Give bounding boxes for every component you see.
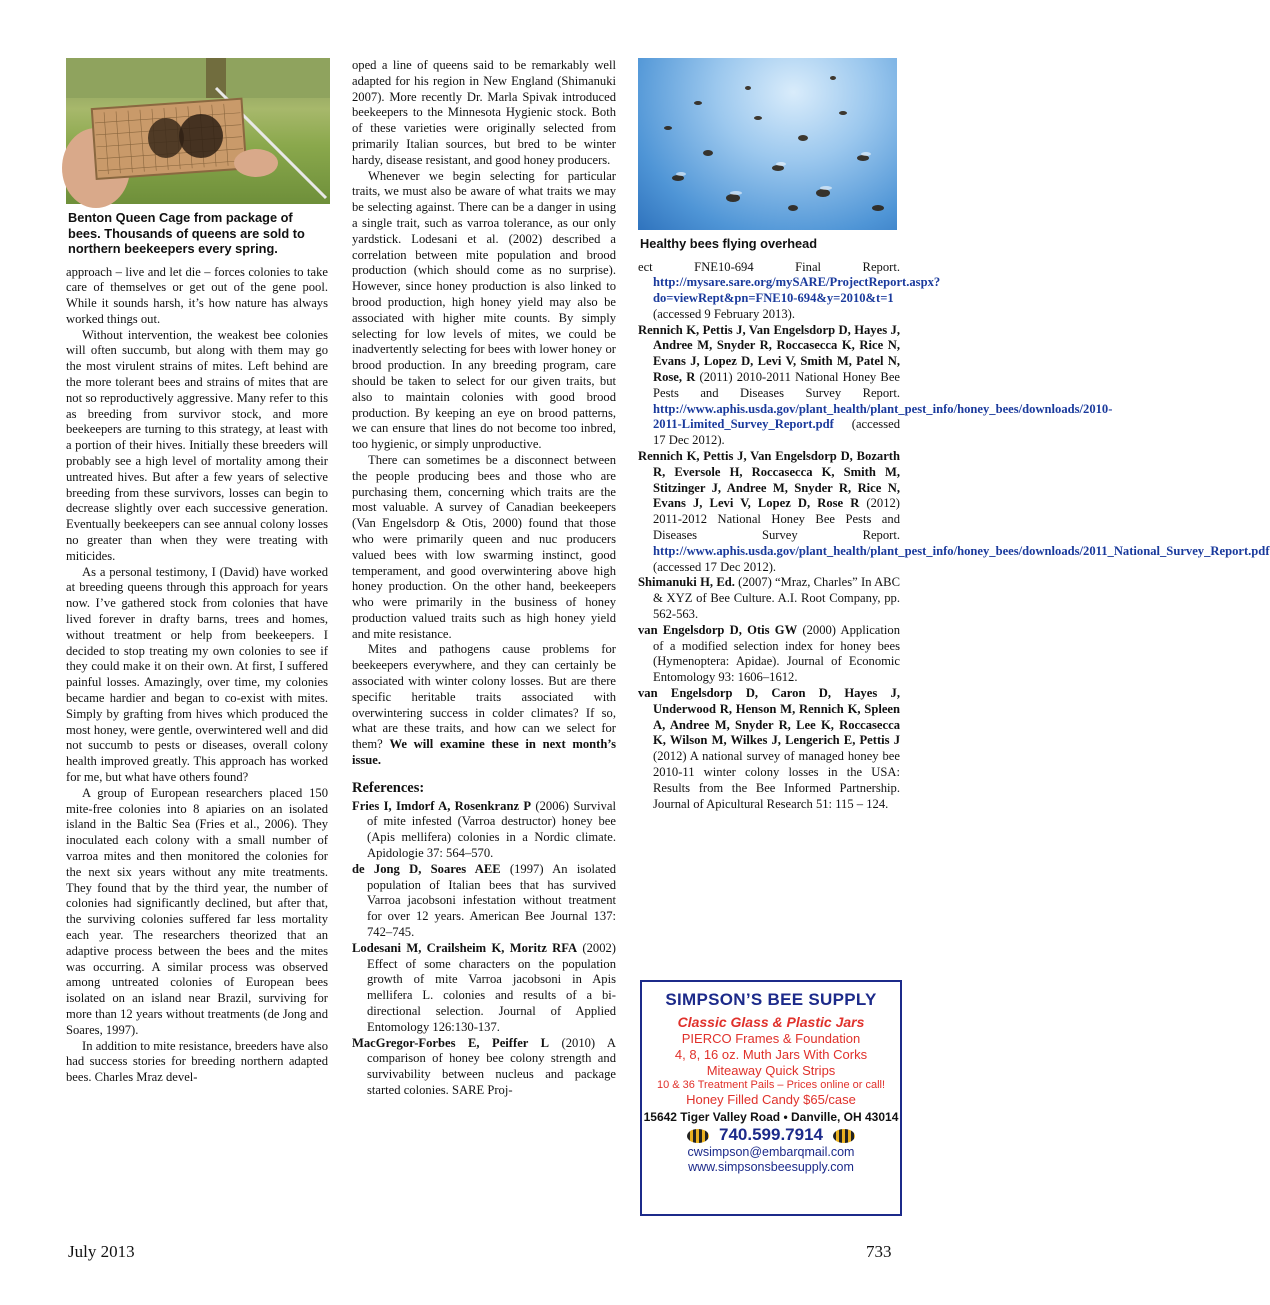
col1-paragraph: As a personal testimony, I (David) have worked at breeding queens through this approach for years now. I’ve gathered stock from colonies that have lived forever in drafty barns, trees and homes, without treatment or help from beekeepers. I decided to stop treating my own colonies to see if they could make it on their own. At first, I suffered painful losses. Amazingly, over time, my colonies became hardier and began to co-exist with mites. Simply by grafting from hives which produced the most honey, were gentle, overwintered well and did not succumb to pests or diseases, overall colony health improved greatly. This approach has worked for me, but what have others found?: [66, 564, 328, 784]
col2-paragraph-text: Mites and pathogens cause problems for beekeepers everywhere, and they can certainly be associated with winter colony losses. But are there specific heritable traits associated with overwintering success in colder climates? If so, what are these traits, and how can we select for them?: [352, 642, 616, 752]
reference-text: ect FNE10-694 Final Report.: [638, 259, 900, 274]
reference-after: (accessed 17 Dec 2012).: [653, 417, 900, 448]
bees-flying-photo: [638, 58, 897, 230]
reference-text: (2011) 2010-2011 National Honey Bee Pests and Diseases Survey Report.: [653, 370, 900, 400]
next-month-teaser: We will examine these in next month’s issue.: [352, 737, 616, 768]
reference-entry: [638, 259, 941, 323]
references-heading: References:: [352, 779, 425, 796]
queen-cage-illustration: [66, 58, 330, 204]
ad-line: Honey Filled Candy $65/case: [686, 1092, 856, 1107]
reference-authors: de Jong D, Soares AEE: [352, 861, 501, 876]
reference-authors: van Engelsdorp D, Caron D, Hayes J, Underwood R, Henson M, Rennich K, Spleen A, Andree M, Snyder R, Lee K, Roccasecca K, Wilson M, Wilkes J, Lengerich E, Pettis J: [638, 686, 900, 748]
reference-text: (2006) Survival of mite infested (Varroa destructor) honey bee (Apis mellifera) colonies in a Nordic climate. Apidologie 37: 564–570.: [367, 798, 616, 861]
ad-line: Miteaway Quick Strips: [706, 1063, 836, 1078]
reference-link[interactable]: http://mysare.sare.org/mySARE/ProjectReport.aspx?do=viewRept&pn=FNE10-694&y=2010&t=1: [653, 275, 941, 306]
col2-paragraph: Whenever we begin selecting for particular traits, we must also be aware of what traits we may be selecting against. There can be a danger in using a single trait, such as varroa tolerance, as our only yardstick. Lodesani et al. (2002) described a correlation between mite population and brood production (which should come as no surprise). However, since honey production is also linked to brood production, high honey yield may also be associated with higher mite counts. By simply selecting for low levels of mites, we could be inadvertently selecting for bees with lower honey or brood production. In any breeding program, care should be taken to select for our given traits, but also to maintain colonies with good brood production. By keeping an eye on brood patterns, we can ensure that lines do not become too inbred, too hygienic, or simply unproductive.: [352, 168, 616, 452]
column-3: [638, 58, 1270, 812]
bee-icon: [687, 1129, 709, 1143]
reference-text: (2002) Effect of some characters on the population growth of mite Varroa jacobsoni in Apis mellifera L. colonies and results of a bi-directional selection. Journal of Applied Entomology 126:130-137.: [367, 940, 616, 1034]
reference-entry: [638, 623, 900, 686]
ad-email[interactable]: cwsimpson@embarqmail.com: [687, 1145, 855, 1159]
reference-authors: MacGregor-Forbes E, Peiffer L: [352, 1035, 550, 1050]
reference-authors: Fries I, Imdorf A, Rosenkranz P: [352, 798, 532, 813]
page-number: 733: [866, 1242, 892, 1261]
simpsons-bee-supply-ad[interactable]: [640, 980, 902, 1216]
reference-text: (2012) 2011-2012 National Honey Bee Pests and Diseases Survey Report.: [653, 496, 900, 543]
bees-flying-illustration: [638, 58, 897, 230]
reference-text: (2012) A national survey of managed honey bee 2010-11 winter colony losses in the USA: Results from the Bee Informed Partnership. Journal of Apicultural Research 51: 115 – 124.: [653, 749, 900, 811]
reference-entry: [352, 799, 616, 862]
ad-website[interactable]: www.simpsonsbeesupply.com: [688, 1160, 854, 1174]
reference-entry: [638, 686, 900, 812]
col1-paragraph: Without intervention, the weakest bee colonies will often succumb, but along with them may go the most virulent strains of mites. Left behind are the more tolerant bees and strains of mites that are not so reproductively aggressive. Many refer to this as breeding from survivor stock, and more beekeepers are turning to this strategy, at least with a portion of their hives. Initially these breeders will probably see a high level of mortality among their untreated hives. But after a few years of selective breeding from these survivors, losses can begin to decrease slightly over each successive generation. Eventually beekeepers can see annual colony losses no greater than when they were treating with miticides.: [66, 327, 328, 563]
reference-authors: Rennich K, Pettis J, Van Engelsdorp D, Bozarth R, Eversole H, Roccasecca K, Smith M, Stitzinger J, Andree M, Snyder R, Rice N, Evans J, Levi V, Lopez D, Rose R: [638, 449, 900, 511]
ad-company-name: SIMPSON’S BEE SUPPLY: [665, 990, 877, 1009]
reference-entry: [638, 322, 1113, 449]
ad-address: 15642 Tiger Valley Road • Danville, OH 43014: [643, 1110, 899, 1124]
col1-paragraph: approach – live and let die – forces colonies to take care of themselves or get out of the gene pool. While it sounds harsh, it’s how nature has always worked things out.: [66, 264, 328, 326]
reference-after: (accessed 9 February 2013).: [653, 306, 795, 321]
reference-text: (1997) An isolated population of Italian bees that has survived Varroa jacobsoni infestation without treatment for over 12 years. American Bee Journal 137: 742–745.: [367, 861, 616, 940]
column-1: [66, 58, 328, 1086]
reference-entry: [352, 941, 616, 1036]
reference-text: (2000) Application of a modified selection index for honey bees (Hymenoptera: Apidae). Journal of Economic Entomology 93: 1606–1612.: [653, 622, 900, 685]
col2-paragraph: There can sometimes be a disconnect between the people producing bees and those who are purchasing them, concerning which traits are the most valuable. A survey of Canadian beekeepers (Van Engelsdorp & Otis, 2000) found that those who were primarily queen and nuc producers valued bees with low swarming instinct, good temperament, and good overwintering above high honey production. On the other hand, beekeepers who were primarily in the business of honey production valued traits such as high honey yield and mite resistance.: [352, 452, 616, 641]
col2-paragraph-last: [352, 642, 616, 768]
col2-paragraph: oped a line of queens said to be remarkably well adapted for his region in New England (Shimanuki 2007). More recently Dr. Marla Spivak introduced beekeepers to the Minnesota Hygienic stock. Both of these varieties were originally selected from primarily Italian sources, but bred to be winter hardy, disease resistant, and good honey producers.: [352, 58, 616, 167]
reference-entry: [638, 575, 900, 622]
reference-authors: van Engelsdorp D, Otis GW: [638, 622, 798, 637]
ad-line: 4, 8, 16 oz. Muth Jars With Corks: [674, 1047, 868, 1062]
reference-authors: Rennich K, Pettis J, Van Engelsdorp D, Hayes J, Andree M, Snyder R, Roccasecca K, Rice N, Evans J, Lopez D, Levi V, Smith M, Patel N, Rose, R: [638, 322, 900, 385]
ad-line: Classic Glass & Plastic Jars: [677, 1014, 865, 1030]
reference-text: (2007) “Mraz, Charles” In ABC & XYZ of Bee Culture. A.I. Root Company, pp. 562-563.: [653, 575, 900, 622]
reference-entry: [352, 862, 616, 941]
reference-authors: Shimanuki H, Ed.: [638, 575, 735, 590]
ad-line: 10 & 36 Treatment Pails – Prices online or call!: [656, 1079, 886, 1091]
col1-paragraph: A group of European researchers placed 150 mite-free colonies into 8 apiaries on an isolated island in the Baltic Sea (Fries et al., 2006). They inoculated each colony with a small number of varroa mites and then monitored the colonies for the next six years without any mite treatments. They found that by the third year, the number of colonies had significantly declined, but after that, the surviving colonies suffered far less mortality each year. The researchers theorized that an adaptive process between the bees and the mites was occurring. A similar process was observed among untreated colonies of European bees isolated on an island near Brazil, surviving for more than 12 years without treatments (de Jong and Soares, 1997).: [66, 785, 328, 1037]
reference-text: (2010) A comparison of honey bee colony strength and survivability between nucleus and package started colonies. SARE Proj-: [367, 1035, 616, 1097]
ad-phone[interactable]: 740.599.7914: [719, 1125, 823, 1144]
reference-authors: Lodesani M, Crailsheim K, Moritz RFA: [352, 940, 578, 955]
ad-line: PIERCO Frames & Foundation: [681, 1031, 861, 1046]
bee-icon: [833, 1129, 855, 1143]
photo2-caption: Healthy bees flying overhead: [640, 236, 818, 251]
reference-after: (accessed 17 Dec 2012).: [653, 559, 777, 574]
column-2: [352, 58, 616, 1099]
footer-date: July 2013: [68, 1242, 135, 1261]
reference-entry: [352, 1036, 616, 1099]
ad-phone-row: [642, 1125, 900, 1145]
reference-entry: [638, 449, 1270, 575]
queen-cage-photo: [66, 58, 330, 204]
reference-link[interactable]: http://www.aphis.usda.gov/plant_health/plant_pest_info/honey_bees/downloads/2011_National_Survey_Report.pdf: [653, 543, 1270, 558]
col1-paragraph: In addition to mite resistance, breeders have also had success stories for breeding northern adapted bees. Charles Mraz devel-: [66, 1038, 328, 1085]
photo1-caption: Benton Queen Cage from package of bees. Thousands of queens are sold to northern beekeepers every spring.: [68, 210, 305, 256]
reference-link[interactable]: http://www.aphis.usda.gov/plant_health/plant_pest_info/honey_bees/downloads/2010-2011-Limited_Survey_Report.pdf: [653, 401, 1113, 432]
